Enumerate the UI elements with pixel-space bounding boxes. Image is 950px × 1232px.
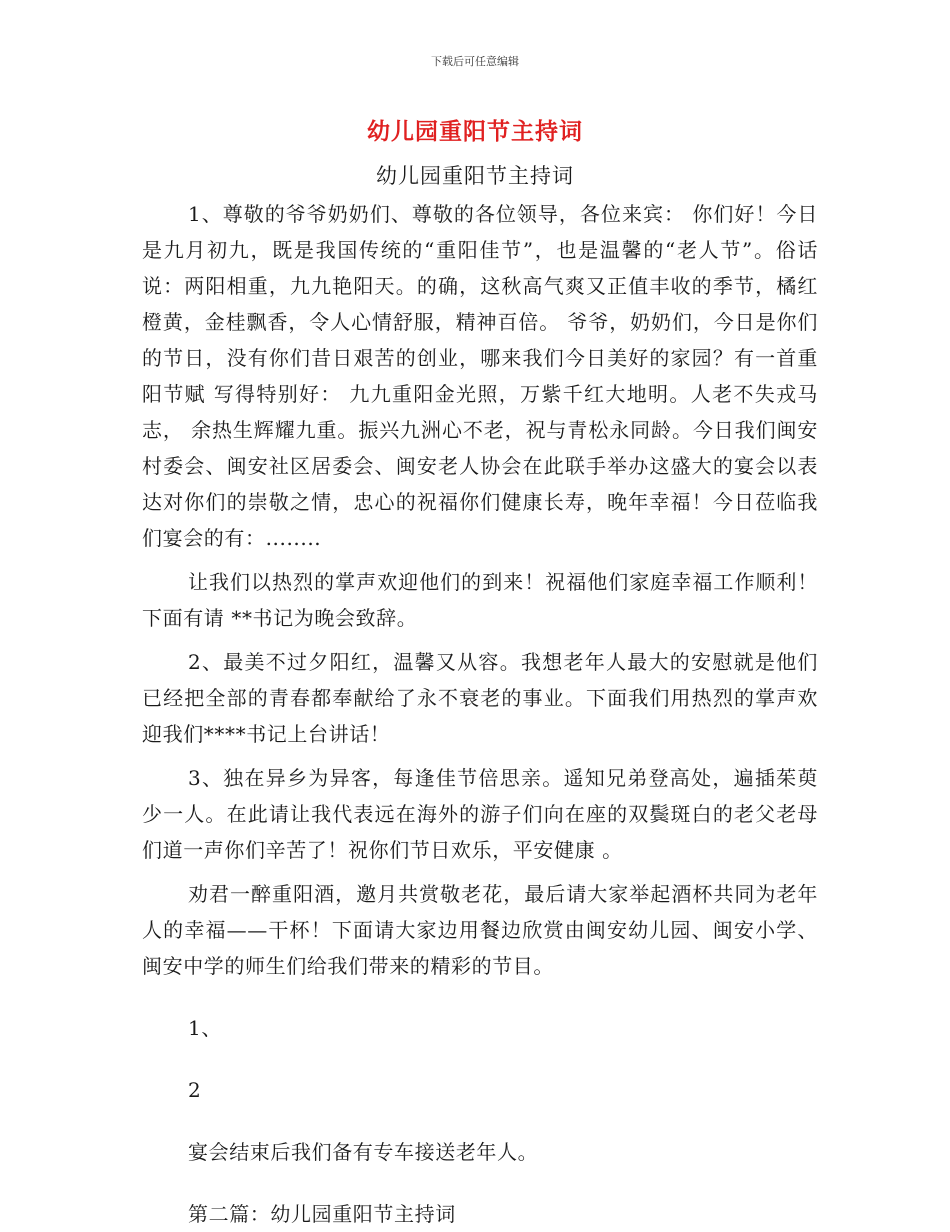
paragraph-2: 让我们以热烈的掌声欢迎他们的到来！祝福他们家庭幸福工作顺利！下面有请 **书记为晚会致辞。 bbox=[142, 570, 818, 630]
paragraph-4: 3、独在异乡为异客，每逢佳节倍思亲。遥知兄弟登高处，遍插茱萸少一人。在此请让我代表远在海外的游子们向在座的双鬓斑白的老父老母们道一声你们辛苦了！祝你们节日欢乐，平安健康 。 bbox=[142, 766, 818, 862]
paragraph-8: 宴会结束后我们备有专车接送老年人。 bbox=[188, 1140, 539, 1164]
paragraph-1: 1、尊敬的爷爷奶奶们、尊敬的各位领导，各位来宾： 你们好！今日是九月初九，既是我国传统的“重阳佳节”，也是温馨的“老人节”。俗话说：两阳相重，九九艳阳天。的确，这秋高气爽又正值丰收的季节，橘红橙黄，金桂飘香，令人心情舒服，精神百倍。 爷爷，奶奶们，今日是你们的节日，没有你们昔日艰苦的创业，哪来我们今日美好的家园？有一首重阳节赋 写得特别好： 九九重阳金光照，万紫千红大地明。人老不失戎马志， 余热生辉耀九重。振兴九洲心不老，祝与青松永同龄。今日我们闽安村委会、闽安社区居委会、闽安老人协会在此联手举办这盛大的宴会以表达对你们的崇敬之情，忠心的祝福你们健康长寿，晚年幸福！今日莅临我们宴会的有：........ bbox=[142, 202, 818, 550]
paragraph-9: 第二篇：幼儿园重阳节主持词 bbox=[188, 1202, 456, 1226]
document-subtitle: 幼儿园重阳节主持词 bbox=[376, 164, 574, 188]
document-title: 幼儿园重阳节主持词 bbox=[367, 119, 583, 145]
header-note: 下载后可任意编辑 bbox=[431, 55, 519, 68]
paragraph-6: 1、 bbox=[188, 1016, 222, 1040]
paragraph-5: 劝君一醉重阳酒，邀月共赏敬老花，最后请大家举起酒杯共同为老年人的幸福——干杯！下面请大家边用餐边欣赏由闽安幼儿园、闽安小学、闽安中学的师生们给我们带来的精彩的节目。 bbox=[142, 882, 818, 978]
document-body bbox=[142, 196, 818, 1232]
paragraph-7: 2 bbox=[188, 1078, 202, 1102]
paragraph-3: 2、最美不过夕阳红，温馨又从容。我想老年人最大的安慰就是他们已经把全部的青春都奉献给了永不衰老的事业。下面我们用热烈的掌声欢迎我们****书记上台讲话！ bbox=[142, 650, 818, 746]
